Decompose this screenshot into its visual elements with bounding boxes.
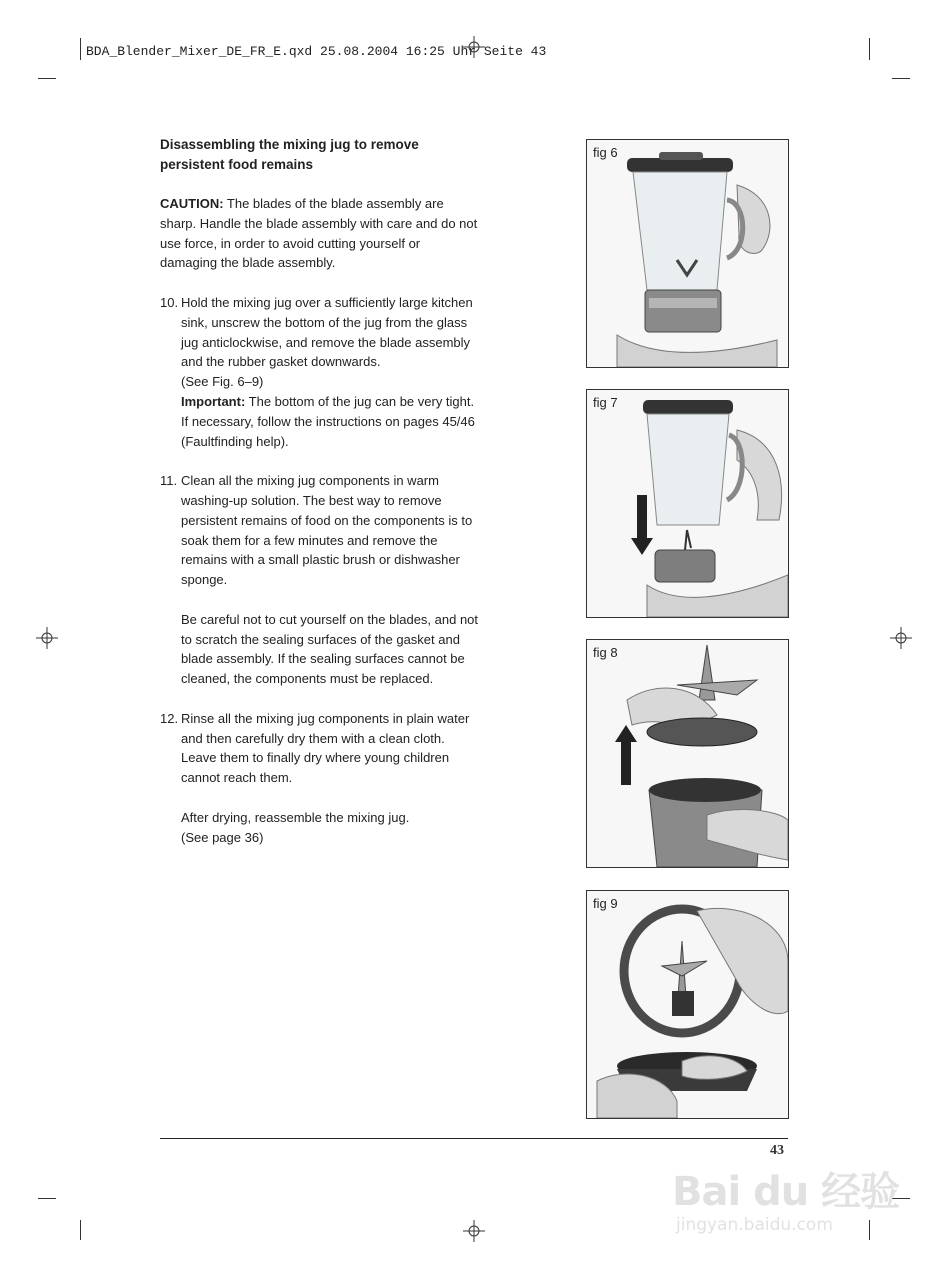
step-number: 12. bbox=[160, 710, 179, 726]
step-text bbox=[181, 293, 480, 451]
caution-paragraph bbox=[160, 194, 480, 273]
figure-label: fig 7 bbox=[593, 395, 618, 410]
footer-rule bbox=[160, 1138, 788, 1139]
step-note-line: (See page 36) bbox=[181, 829, 264, 845]
watermark bbox=[672, 1160, 899, 1235]
figure-label: fig 9 bbox=[593, 896, 618, 911]
step-note-line: After drying, reassemble the mixing jug. bbox=[181, 809, 410, 825]
step-item bbox=[160, 293, 480, 451]
step-note bbox=[181, 808, 480, 848]
instructions-column bbox=[160, 135, 480, 867]
caution-label: CAUTION: bbox=[160, 196, 224, 211]
blender-jug-lifted-illustration bbox=[587, 390, 788, 617]
blade-removal-illustration bbox=[587, 640, 788, 867]
crop-mark bbox=[38, 78, 56, 79]
step-text: Clean all the mixing jug components in warm washing-up solution. The best way to remove persistent remains of food on the components is to soak them for a few minutes and remove the remains with a small plastic brush or dishwasher sponge. bbox=[181, 473, 473, 588]
crop-mark bbox=[38, 1198, 56, 1199]
step-body: Hold the mixing jug over a sufficiently large kitchen sink, unscrew the bottom of the jug from the glass jug anticlockwise, and remove the blade assembly and the rubber gasket downwards. bbox=[181, 294, 473, 370]
step-item bbox=[160, 709, 480, 848]
heading-line: Disassembling the mixing jug to remove bbox=[160, 137, 419, 152]
step-item bbox=[160, 471, 480, 689]
watermark-url: jingyan.baidu.com bbox=[676, 1215, 833, 1235]
crop-mark bbox=[80, 38, 81, 60]
figure-9 bbox=[586, 890, 789, 1119]
figure-8 bbox=[586, 639, 789, 868]
registration-mark-icon bbox=[36, 627, 58, 649]
step-number: 11. bbox=[160, 473, 178, 489]
step-note: Be careful not to cut yourself on the blades, and not to scratch the sealing surfaces of the gasket and blade assembly. If the sealing surfaces cannot be cleaned, the components must be replaced. bbox=[181, 611, 479, 687]
page-number: 43 bbox=[770, 1143, 784, 1158]
gasket-separation-illustration bbox=[587, 891, 788, 1118]
watermark-logo: Bai du 经验 bbox=[672, 1169, 900, 1215]
registration-mark-icon bbox=[890, 627, 912, 649]
heading-line: persistent food remains bbox=[160, 157, 314, 172]
crop-mark bbox=[892, 78, 910, 79]
steps-list bbox=[160, 293, 480, 847]
blender-jug-illustration bbox=[587, 140, 788, 367]
registration-mark-icon bbox=[463, 36, 485, 58]
crop-mark bbox=[869, 38, 870, 60]
figure-reference: (See Fig. 6–9) bbox=[181, 374, 264, 390]
important-text: The bottom of the jug can be very tight. If necessary, follow the instructions on pages 45/46 (Faultfinding help). bbox=[181, 393, 475, 449]
caution-text: The blades of the blade assembly are sharp. Handle the blade assembly with care and do not use force, in order to avoid cutting yourself or damaging the blade assembly. bbox=[160, 196, 478, 271]
important-label: Important: bbox=[181, 393, 246, 409]
step-number: 10. bbox=[160, 294, 179, 310]
figure-label: fig 6 bbox=[593, 145, 618, 160]
section-heading bbox=[160, 135, 480, 175]
figure-label: fig 8 bbox=[593, 645, 618, 660]
step-text: Rinse all the mixing jug components in plain water and then carefully dry them with a clean cloth. Leave them to finally dry where young children cannot reach them. bbox=[181, 710, 470, 786]
crop-mark bbox=[80, 1220, 81, 1240]
figure-6 bbox=[586, 139, 789, 368]
registration-mark-icon bbox=[463, 1220, 485, 1242]
figure-7 bbox=[586, 389, 789, 618]
print-slug: BDA_Blender_Mixer_DE_FR_E.qxd 25.08.2004 16:25 Uhr Seite 43 bbox=[86, 44, 547, 59]
